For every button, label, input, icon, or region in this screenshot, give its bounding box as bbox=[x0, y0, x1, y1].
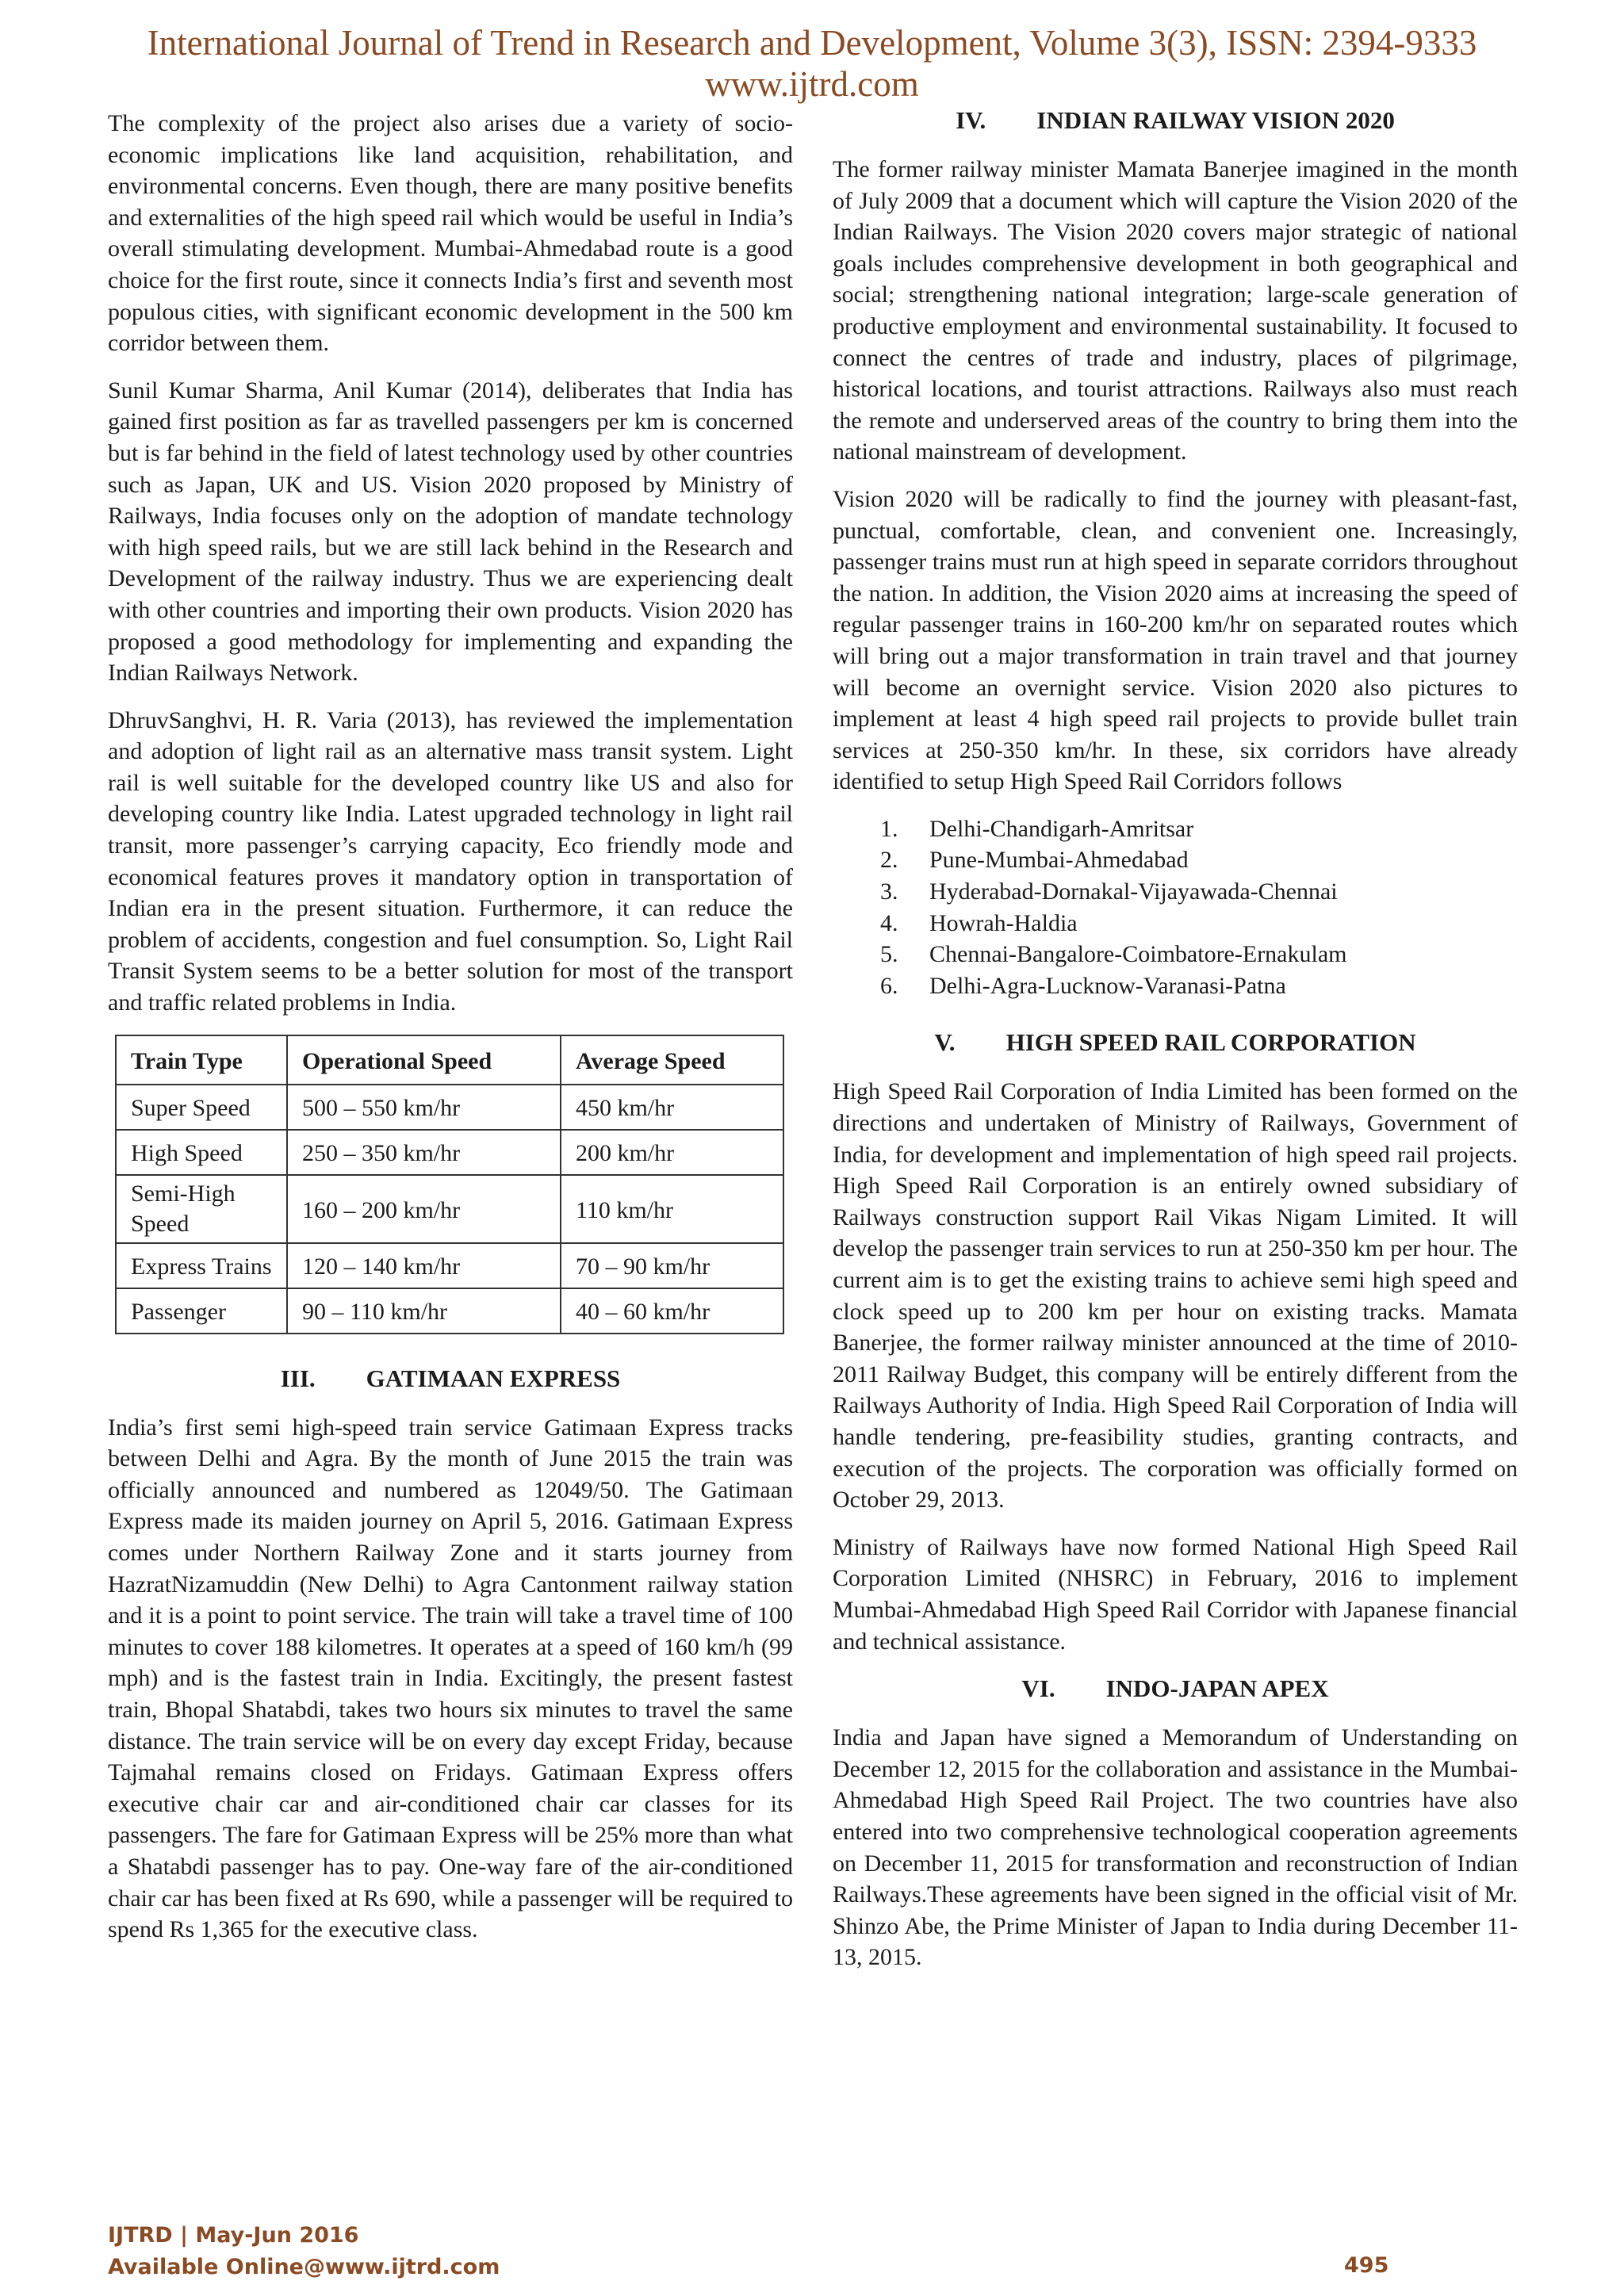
table-header-cell: Average Speed bbox=[561, 1035, 783, 1085]
section-title: HIGH SPEED RAIL CORPORATION bbox=[1005, 1028, 1416, 1057]
train-speed-table bbox=[115, 1035, 784, 1334]
table-cell: Semi-High Speed bbox=[116, 1175, 287, 1243]
paragraph: DhruvSanghvi, H. R. Varia (2013), has reviewed the implementation and adoption of light rail as an alternative mass transit system. Light rail is well suitable for the developed country like US and also for developing country like India. Latest upgraded technology in light rail transit, more passenger’s carrying capacity, Eco friendly mode and economical features proves it mandatory option in transportation of Indian era in the present situation. Furthermore, it can reduce the problem of accidents, congestion and fuel consumption. So, Light Rail Transit System seems to be a better solution for most of the transport and traffic related problems in India. bbox=[108, 706, 793, 1016]
paragraph: India’s first semi high-speed train service Gatimaan Express tracks between Delhi and Agra. By the month of June 2015 the train was officially announced and numbered as 12049/50. The Gatimaan Express made its maiden journey on April 5, 2016. Gatimaan Express comes under Northern Railway Zone and it starts journey from HazratNizamuddin (New Delhi) to Agra Cantonment railway station and it is a point to point service. The train will take a travel time of 100 minutes to cover 188 kilometres. It operates at a speed of 160 km/h (99 mph) and is the fastest train in India. Excitingly, the present fastest train, Bhopal Shatabdi, takes two hours six minutes to travel the same distance. The train service will be on every day except Friday, because Tajmahal remains closed on Fridays. Gatimaan Express offers executive chair car and air-conditioned chair car classes for its passengers. The fare for Gatimaan Express will be 25% more than what a Shatabdi passenger has to pay. One-way fare of the air-conditioned chair car has been fixed at Rs 690, while a passenger will be required to spend Rs 1,365 for the executive class. bbox=[108, 1414, 793, 1943]
journal-title: International Journal of Trend in Research and Development, Volume 3(3), ISSN: 2394-9333 bbox=[147, 23, 1477, 63]
journal-header bbox=[0, 22, 1624, 105]
table-cell: 500 – 550 km/hr bbox=[287, 1085, 561, 1130]
paragraph: Vision 2020 will be radically to find the journey with pleasant-fast, punctual, comfortable, clean, and convenient one. Increasingly, passenger trains must run at high speed in separate corridors throughout the nation. In addition, the Vision 2020 aims at increasing the speed of regular passenger trains in 160-200 km/hr on separated routes which will bring out a major transformation in train travel and that journey will become an overnight service. Vision 2020 also pictures to implement at least 4 high speed rail projects to provide bullet train services at 250-350 km/hr. In these, six corridors have already identified to setup High Speed Rail Corridors follows bbox=[833, 485, 1518, 795]
section-number: IV. bbox=[956, 106, 986, 134]
table-row bbox=[116, 1243, 783, 1288]
section-heading-gatimaan bbox=[108, 1363, 793, 1395]
list-number: 2. bbox=[880, 847, 898, 874]
list-text: Delhi-Chandigarh-Amritsar bbox=[929, 815, 1194, 842]
table-cell: 70 – 90 km/hr bbox=[561, 1243, 783, 1288]
table-cell: 120 – 140 km/hr bbox=[287, 1243, 561, 1288]
list-item bbox=[833, 970, 1518, 1002]
table-row bbox=[116, 1288, 783, 1334]
list-item bbox=[833, 876, 1518, 908]
list-item bbox=[833, 908, 1518, 939]
paragraph: The former railway minister Mamata Banerjee imagined in the month of July 2009 that a document which will capture the Vision 2020 of the Indian Railways. The Vision 2020 covers major strategic of national goals includes comprehensive development in both geographical and social; strengthening national integration; large-scale generation of productive employment and environmental sustainability. It focused to connect the centres of trade and industry, places of pilgrimage, historical locations, and tourist attractions. Railways also must reach the remote and underserved areas of the country to bring them into the national mainstream of development. bbox=[833, 156, 1518, 465]
table-cell: Super Speed bbox=[116, 1085, 287, 1130]
section-title: INDO-JAPAN APEX bbox=[1105, 1674, 1329, 1703]
table-cell: 450 km/hr bbox=[561, 1085, 783, 1130]
table-header-cell: Operational Speed bbox=[287, 1035, 561, 1085]
table-cell: 250 – 350 km/hr bbox=[287, 1130, 561, 1175]
section-heading-vision-2020 bbox=[833, 105, 1518, 136]
section-heading-indo-japan bbox=[833, 1673, 1518, 1705]
table-cell: 40 – 60 km/hr bbox=[561, 1288, 783, 1334]
paragraph: India and Japan have signed a Memorandum of Understanding on December 12, 2015 for the collaboration and assistance in the Mumbai-Ahmedabad High Speed Rail Project. The two countries have also entered into two comprehensive technological cooperation agreements on December 11, 2015 for transformation and reconstruction of Indian Railways.These agreements have been signed in the official visit of Mr. Shinzo Abe, the Prime Minister of Japan to India during December 11-13, 2015. bbox=[833, 1724, 1518, 1971]
list-text: Pune-Mumbai-Ahmedabad bbox=[929, 847, 1189, 874]
list-number: 6. bbox=[880, 972, 898, 999]
table-cell: 200 km/hr bbox=[561, 1130, 783, 1175]
section-title: GATIMAAN EXPRESS bbox=[366, 1364, 621, 1392]
section-number: V. bbox=[934, 1028, 956, 1057]
list-item bbox=[833, 939, 1518, 970]
section-title: INDIAN RAILWAY VISION 2020 bbox=[1036, 106, 1395, 134]
table-row bbox=[116, 1130, 783, 1175]
right-column bbox=[833, 108, 1518, 1989]
list-item bbox=[833, 844, 1518, 876]
left-column bbox=[108, 108, 793, 1961]
list-number: 1. bbox=[880, 815, 898, 842]
journal-url: www.ijtrd.com bbox=[705, 64, 919, 104]
list-number: 3. bbox=[880, 878, 898, 905]
list-item bbox=[833, 813, 1518, 845]
list-text: Chennai-Bangalore-Coimbatore-Ernakulam bbox=[929, 941, 1347, 968]
section-number: VI. bbox=[1021, 1674, 1055, 1703]
paragraph: Ministry of Railways have now formed National High Speed Rail Corporation Limited (NHSRC) in February, 2016 to implement Mumbai-Ahmedabad High Speed Rail Corridor with Japanese financial and technical assistance. bbox=[833, 1533, 1518, 1655]
footer-online: Available Online@www.ijtrd.com bbox=[108, 2255, 500, 2279]
table-cell: 90 – 110 km/hr bbox=[287, 1288, 561, 1334]
list-text: Delhi-Agra-Lucknow-Varanasi-Patna bbox=[929, 972, 1286, 999]
table-header-cell: Train Type bbox=[116, 1035, 287, 1085]
list-number: 5. bbox=[880, 941, 898, 968]
page-footer bbox=[108, 2220, 500, 2283]
table-cell: High Speed bbox=[116, 1130, 287, 1175]
table-row bbox=[116, 1175, 783, 1243]
corridor-list bbox=[833, 813, 1518, 1002]
section-number: III. bbox=[280, 1364, 316, 1392]
table-row bbox=[116, 1085, 783, 1130]
page-number: 495 bbox=[1344, 2253, 1389, 2278]
table-header-row bbox=[116, 1035, 783, 1085]
paragraph: High Speed Rail Corporation of India Limited has been formed on the directions and undertaken of Ministry of Railways, Government of India, for development and implementation of high speed rail projects. High Speed Rail Corporation is an entirely owned subsidiary of Railways construction support Rail Vikas Nigam Limited. It will develop the passenger train services to run at 250-350 km per hour. The current aim is to get the existing trains to achieve semi high speed and clock speed up to 200 km per hour on existing tracks. Mamata Banerjee, the former railway minister announced at the time of 2010-2011 Railway Budget, this company will be entirely different from the Railways Authority of India. High Speed Rail Corporation of India will handle tendering, pre-feasibility studies, granting contracts, and execution of the projects. The corporation was officially formed on October 29, 2013. bbox=[833, 1078, 1518, 1513]
footer-issue: IJTRD | May-Jun 2016 bbox=[108, 2223, 359, 2248]
table-cell: 160 – 200 km/hr bbox=[287, 1175, 561, 1243]
paragraph: The complexity of the project also arises due a variety of socio-economic implications like land acquisition, rehabilitation, and environmental concerns. Even though, there are many positive benefits and externalities of the high speed rail which would be useful in India’s overall stimulating development. Mumbai-Ahmedabad route is a good choice for the first route, since it connects India’s first and seventh most populous cities, with significant economic development in the 500 km corridor between them. bbox=[108, 110, 793, 357]
section-heading-hsrc bbox=[833, 1027, 1518, 1058]
list-text: Hyderabad-Dornakal-Vijayawada-Chennai bbox=[929, 878, 1338, 905]
list-text: Howrah-Haldia bbox=[929, 909, 1078, 936]
table-cell: 110 km/hr bbox=[561, 1175, 783, 1243]
table-cell: Express Trains bbox=[116, 1243, 287, 1288]
paragraph: Sunil Kumar Sharma, Anil Kumar (2014), deliberates that India has gained first position as far as travelled passengers per km is concerned but is far behind in the field of latest technology used by other countries such as Japan, UK and US. Vision 2020 proposed by Ministry of Railways, India focuses only on the adoption of mandate technology with high speed rails, but we are still lack behind in the Research and Development of the railway industry. Thus we are experiencing dealt with other countries and importing their own products. Vision 2020 has proposed a good methodology for implementing and expanding the Indian Railways Network. bbox=[108, 377, 793, 687]
list-number: 4. bbox=[880, 909, 898, 936]
table-cell: Passenger bbox=[116, 1288, 287, 1334]
